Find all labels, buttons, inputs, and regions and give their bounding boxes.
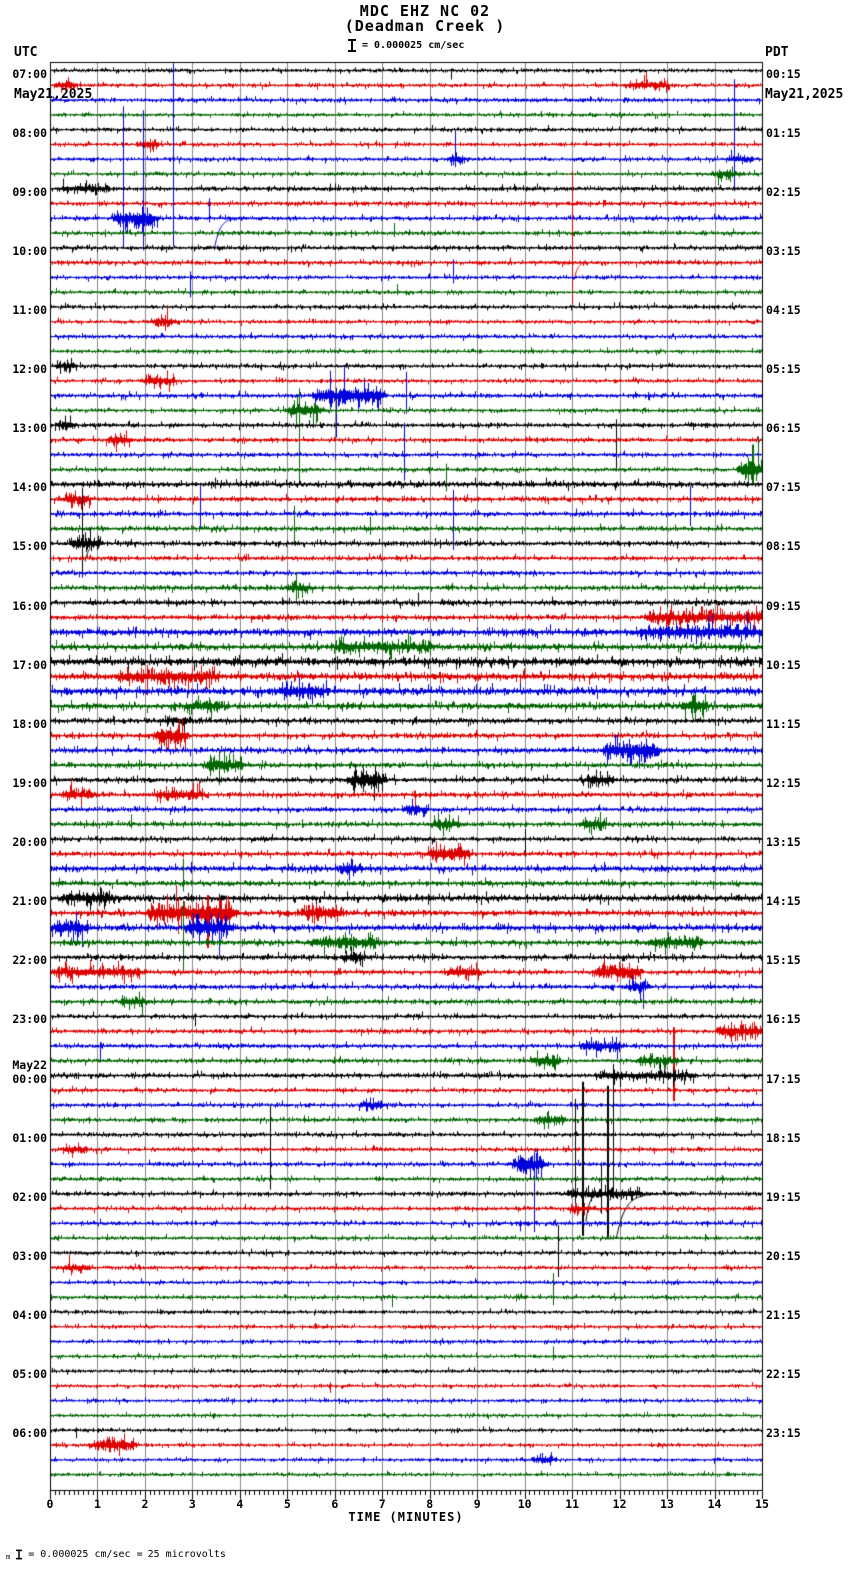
utc-time-label: 11:00 <box>12 302 47 317</box>
utc-time-label: 21:00 <box>12 894 47 909</box>
pdt-time-label: 22:15 <box>766 1367 801 1382</box>
utc-time-label: 20:00 <box>12 835 47 850</box>
x-axis-tick-label: 12 <box>612 1497 627 1511</box>
pdt-time-label: 20:15 <box>766 1248 801 1263</box>
utc-time-label: 08:00 <box>12 125 47 140</box>
pdt-time-label: 14:15 <box>766 894 801 909</box>
footer-bracket-icon <box>16 1549 22 1559</box>
utc-time-label: 07:00 <box>12 66 47 81</box>
pdt-time-label: 12:15 <box>766 775 801 790</box>
utc-time-label: 16:00 <box>12 598 47 613</box>
x-axis-tick-label: 9 <box>473 1497 481 1511</box>
x-axis-tick-label: 0 <box>46 1497 54 1511</box>
utc-time-label: 00:00 <box>12 1071 47 1086</box>
footer-scale-note <box>6 1546 226 1562</box>
x-axis-tick-label: 1 <box>93 1497 101 1511</box>
pdt-time-label: 18:15 <box>766 1130 801 1145</box>
x-axis-tick-label: 10 <box>517 1497 532 1511</box>
utc-time-label: 14:00 <box>12 480 47 495</box>
utc-time-label: 13:00 <box>12 421 47 436</box>
utc-time-label: 04:00 <box>12 1308 47 1323</box>
pdt-time-label: 21:15 <box>766 1308 801 1323</box>
pdt-time-label: 07:15 <box>766 480 801 495</box>
pdt-time-label: 13:15 <box>766 835 801 850</box>
pdt-time-label: 06:15 <box>766 421 801 436</box>
pdt-time-label: 23:15 <box>766 1426 801 1441</box>
x-axis-tick-label: 8 <box>426 1497 434 1511</box>
utc-time-label: 19:00 <box>12 775 47 790</box>
pdt-time-label: 05:15 <box>766 362 801 377</box>
pdt-time-label: 00:15 <box>766 66 801 81</box>
x-axis-title: TIME (MINUTES) <box>348 1510 464 1524</box>
x-axis-tick-label: 6 <box>331 1497 339 1511</box>
utc-time-label: 15:00 <box>12 539 47 554</box>
utc-time-label: 09:00 <box>12 184 47 199</box>
pdt-time-label: 09:15 <box>766 598 801 613</box>
pdt-time-label: 10:15 <box>766 657 801 672</box>
x-axis-tick-label: 11 <box>565 1497 580 1511</box>
pdt-time-label: 03:15 <box>766 243 801 258</box>
x-axis-tick-label: 13 <box>660 1497 674 1511</box>
pdt-time-label: 01:15 <box>766 125 801 140</box>
pdt-time-label: 15:15 <box>766 953 801 968</box>
pdt-time-label: 04:15 <box>766 302 801 317</box>
utc-time-label: 01:00 <box>12 1130 47 1145</box>
utc-time-label: 05:00 <box>12 1367 47 1382</box>
x-axis-tick-label: 15 <box>755 1497 769 1511</box>
pdt-time-label: 16:15 <box>766 1012 801 1027</box>
pdt-time-label: 08:15 <box>766 539 801 554</box>
pdt-time-label: 02:15 <box>766 184 801 199</box>
utc-date-label: May22 <box>12 1057 47 1072</box>
footer-marker: m <box>6 1553 11 1561</box>
footer-microvolts: 25 microvolts <box>147 1548 226 1560</box>
pdt-time-label: 11:15 <box>766 716 801 731</box>
utc-time-label: 12:00 <box>12 362 47 377</box>
x-axis-tick-label: 4 <box>236 1497 244 1511</box>
utc-time-label: 10:00 <box>12 243 47 258</box>
utc-time-label: 23:00 <box>12 1012 47 1027</box>
footer-equivalence: = 0.000025 cm/sec = <box>28 1548 143 1560</box>
utc-time-label: 17:00 <box>12 657 47 672</box>
utc-time-label: 06:00 <box>12 1426 47 1441</box>
pdt-time-label: 17:15 <box>766 1071 801 1086</box>
utc-time-label: 03:00 <box>12 1248 47 1263</box>
utc-time-label: 18:00 <box>12 716 47 731</box>
x-axis-tick-label: 5 <box>283 1497 291 1511</box>
utc-time-label: 02:00 <box>12 1189 47 1204</box>
x-axis-tick-label: 14 <box>707 1497 722 1511</box>
x-axis-tick-label: 3 <box>188 1497 196 1511</box>
pdt-time-label: 19:15 <box>766 1189 801 1204</box>
utc-time-label: 22:00 <box>12 953 47 968</box>
x-axis-tick-label: 7 <box>378 1497 386 1511</box>
x-axis-tick-label: 2 <box>141 1497 149 1511</box>
